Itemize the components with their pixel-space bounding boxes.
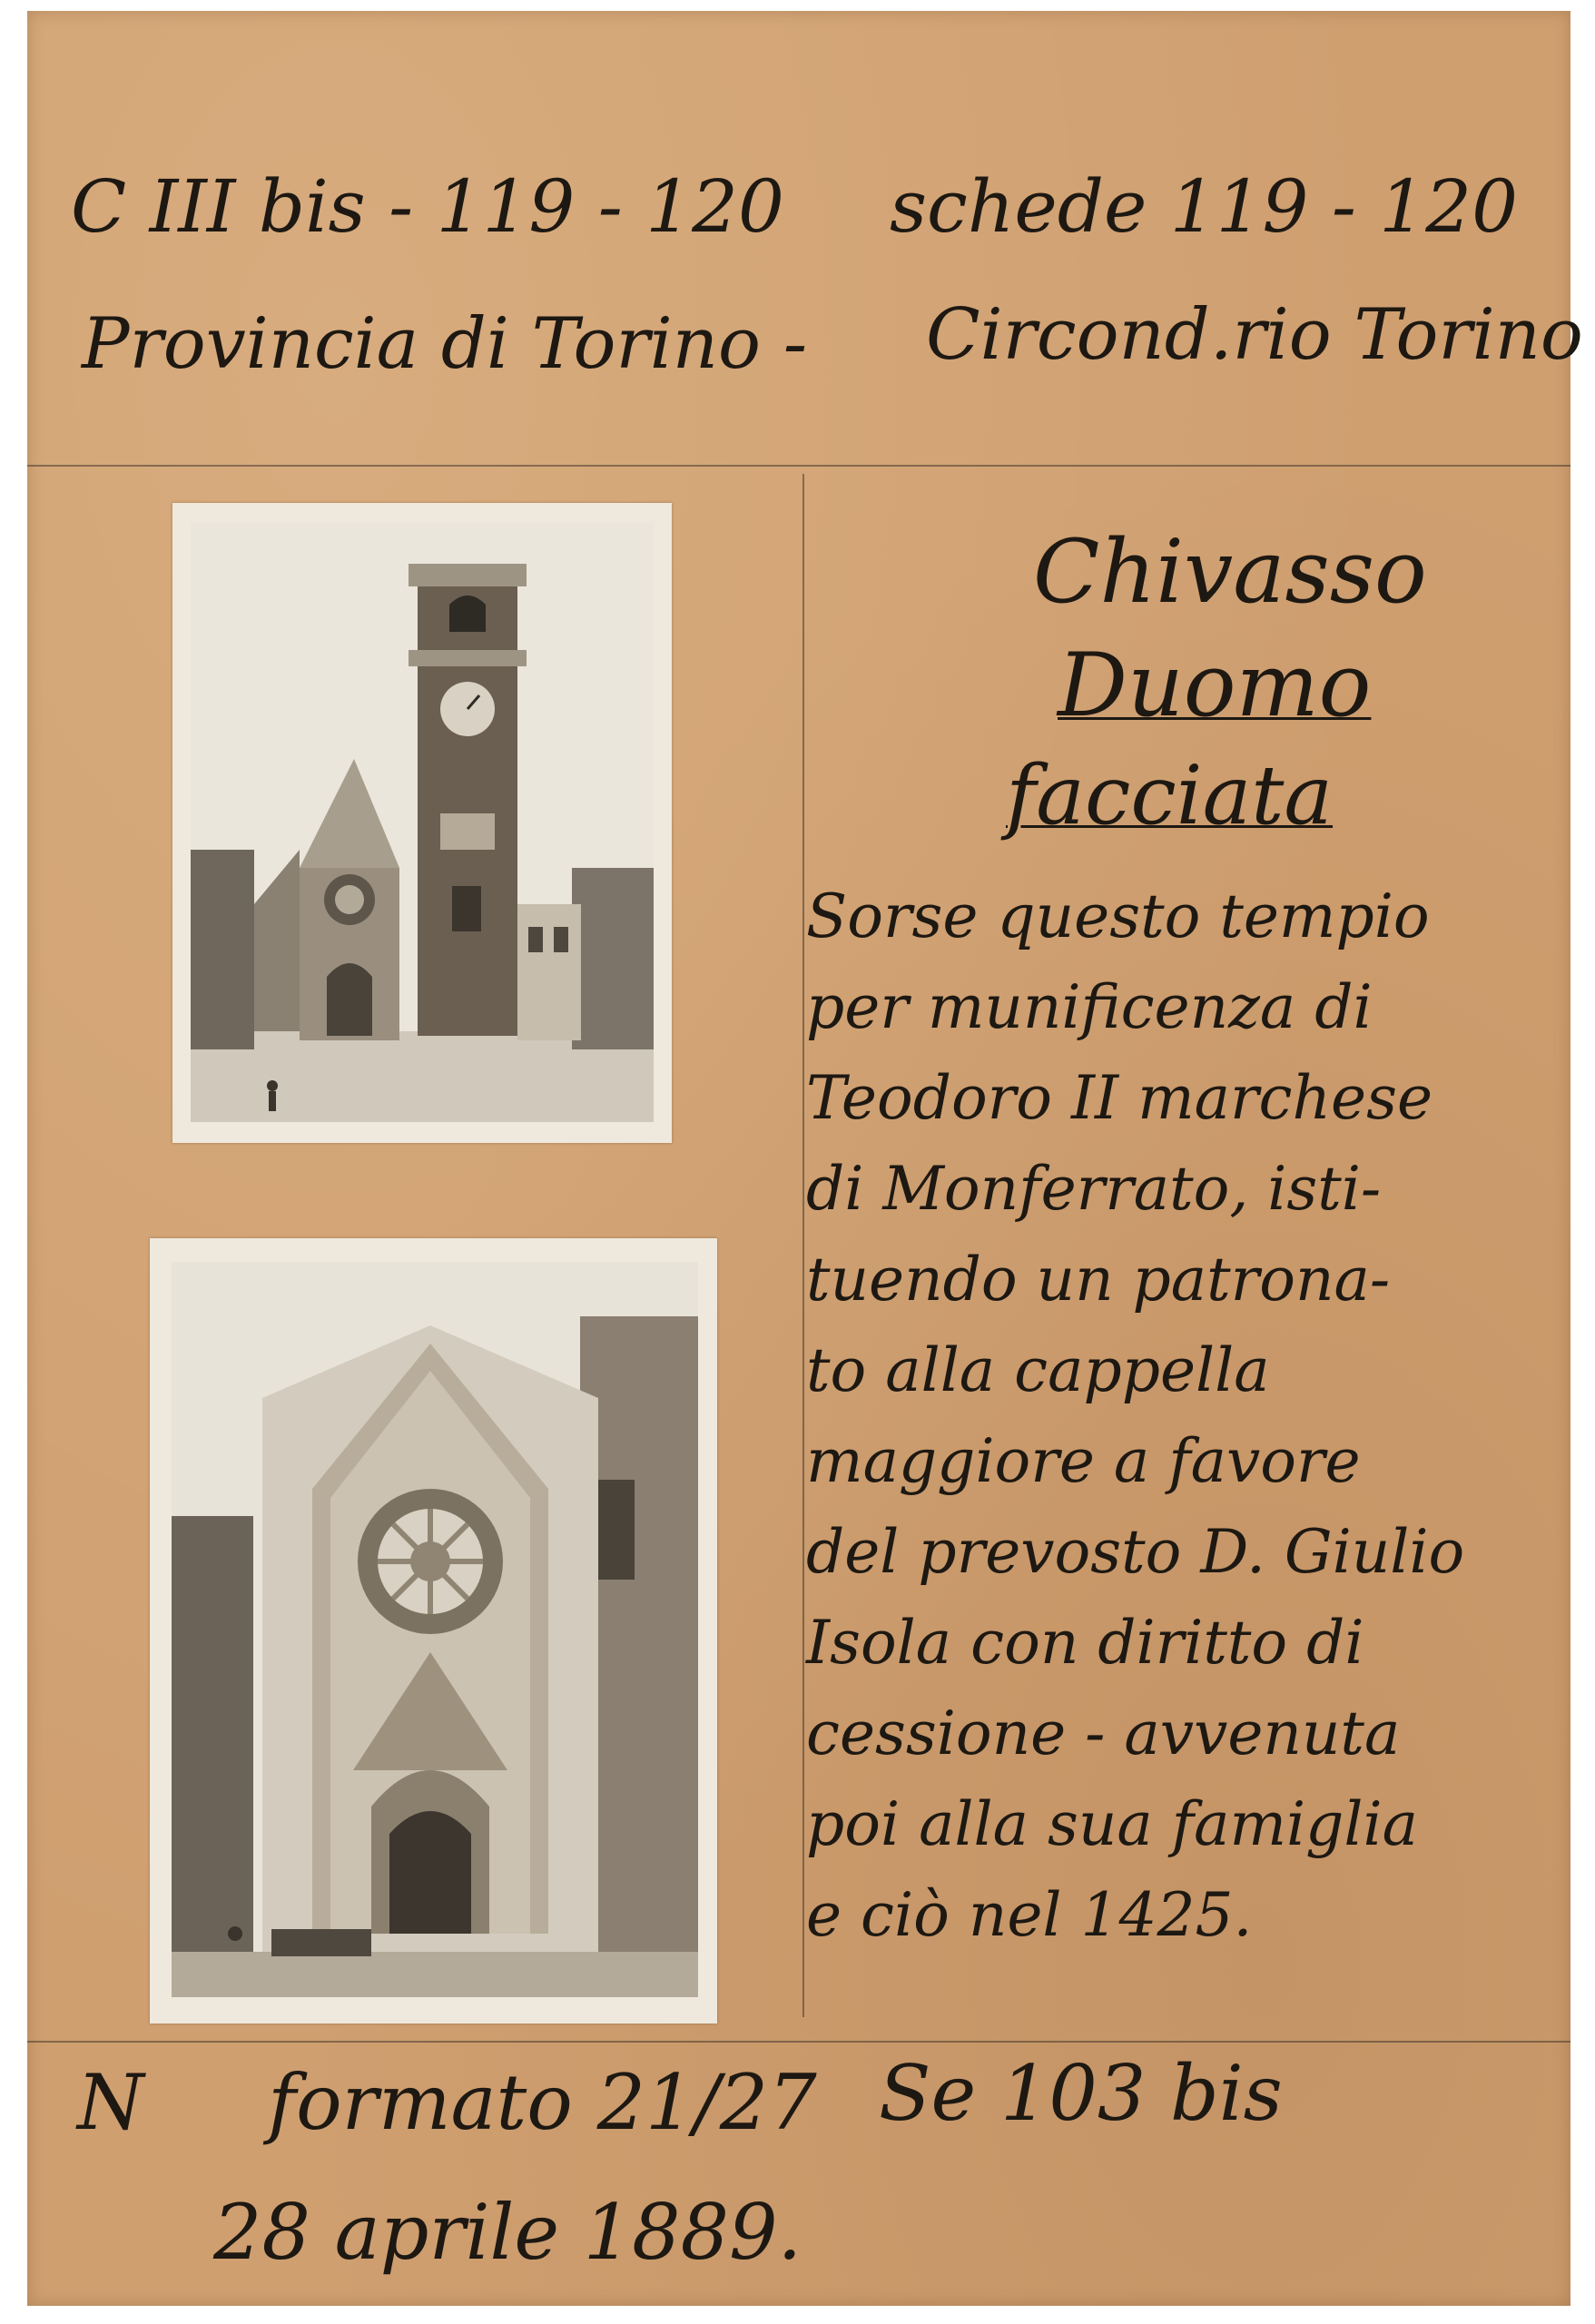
description-line: tuendo un patrona- bbox=[806, 1245, 1391, 1315]
ref-code: C III bis - 119 - 120 bbox=[71, 164, 784, 249]
photo-gothic-facade bbox=[150, 1238, 717, 2024]
footer-divider bbox=[27, 2041, 1570, 2043]
header-divider bbox=[27, 465, 1570, 467]
description-line: per munificenza di bbox=[806, 972, 1373, 1042]
subject-label: facciata bbox=[1006, 748, 1334, 843]
description-line: Teodoro II marchese bbox=[806, 1063, 1433, 1133]
description-line: e ciò nel 1425. bbox=[806, 1880, 1253, 1950]
bell-tower-photo-image bbox=[191, 523, 654, 1122]
gothic-facade-photo-image bbox=[172, 1262, 698, 1997]
description-line: to alla cappella bbox=[806, 1335, 1270, 1405]
format-label: formato 21/27 bbox=[268, 2058, 817, 2147]
photo-bell-tower bbox=[172, 503, 672, 1143]
series-label: Se 103 bis bbox=[879, 2049, 1283, 2138]
archive-card bbox=[27, 11, 1583, 2306]
circondario-label: Circond.rio Torino bbox=[926, 294, 1583, 376]
schede-range: schede 119 - 120 bbox=[890, 164, 1518, 249]
date-label: 28 aprile 1889. bbox=[213, 2188, 802, 2277]
provincia-label: Provincia di Torino - bbox=[82, 303, 808, 385]
place-name: Chivasso bbox=[1033, 521, 1427, 623]
description-line: maggiore a favore bbox=[806, 1426, 1361, 1496]
description-line: cessione - avvenuta bbox=[806, 1699, 1401, 1768]
description-line: del prevosto D. Giulio bbox=[806, 1517, 1465, 1587]
description-line: di Monferrato, isti- bbox=[806, 1154, 1382, 1224]
collection-mark: N bbox=[77, 2058, 144, 2147]
description-line: poi alla sua famiglia bbox=[806, 1789, 1418, 1859]
description-line: Isola con diritto di bbox=[806, 1608, 1364, 1678]
column-divider bbox=[802, 474, 804, 2017]
monument-name: Duomo bbox=[1058, 635, 1372, 736]
description-line: Sorse questo tempio bbox=[806, 881, 1430, 951]
